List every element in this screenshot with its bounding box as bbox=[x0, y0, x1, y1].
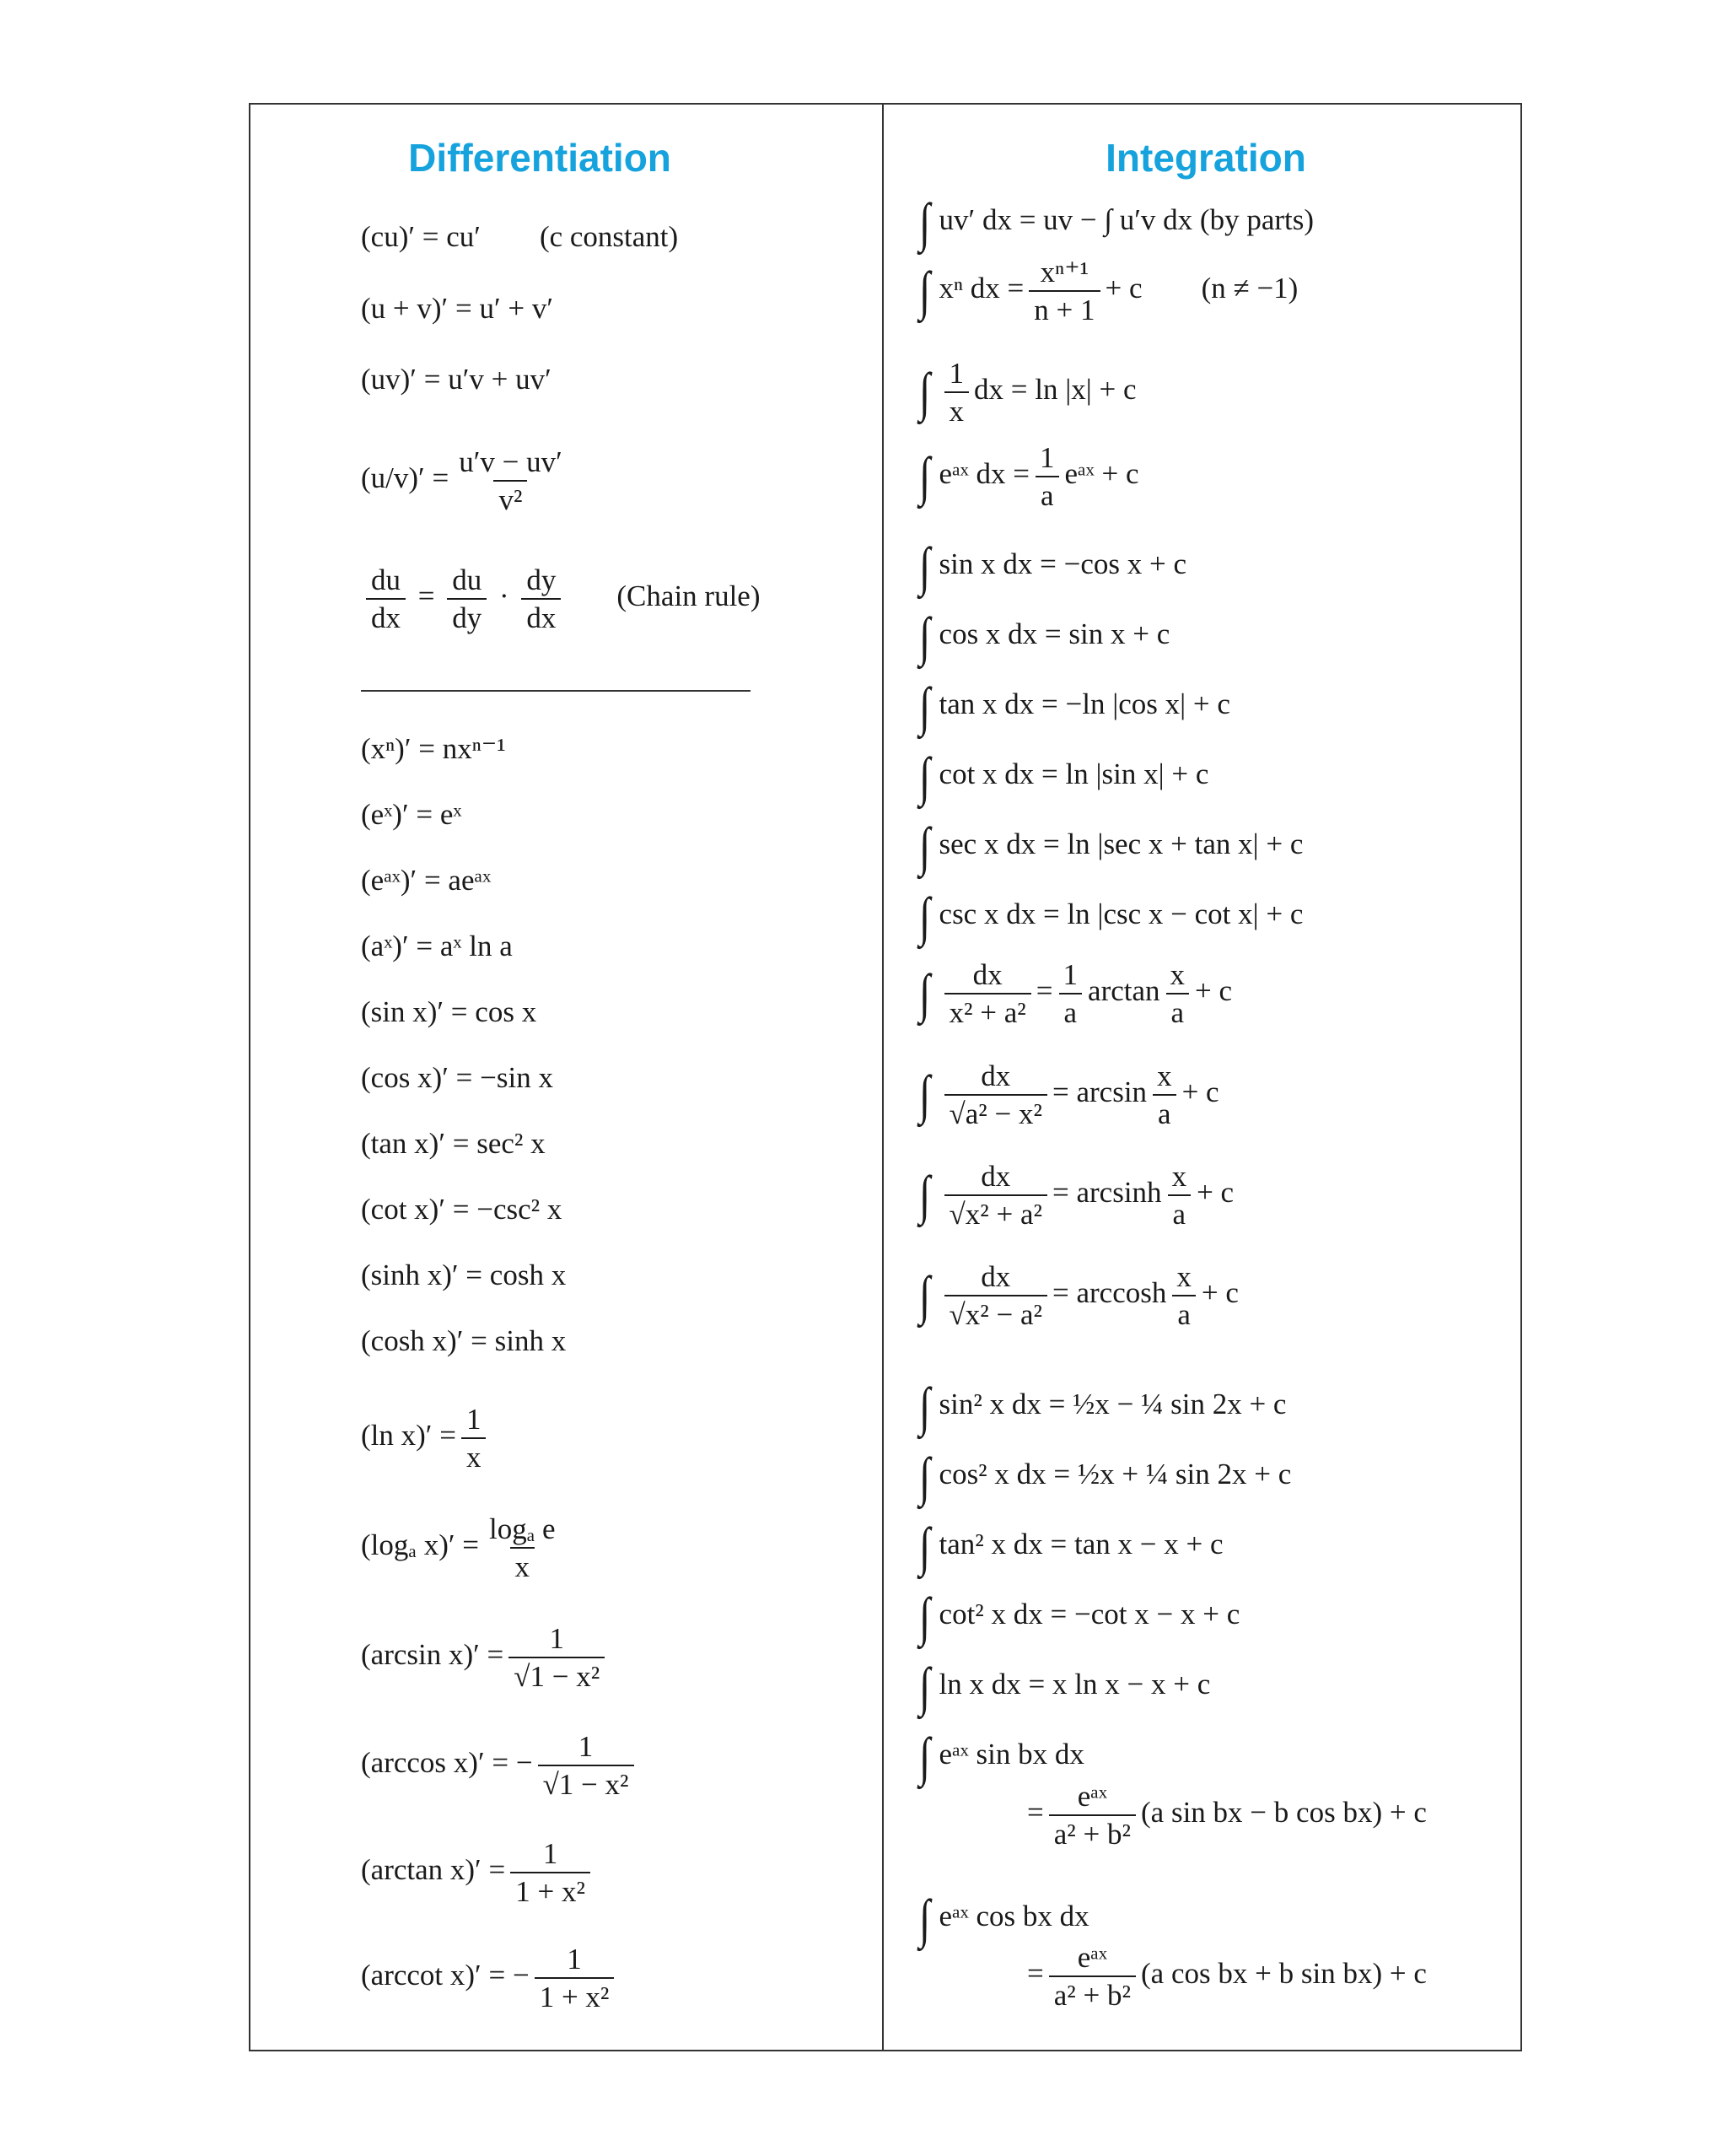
integral-exp: ∫ eᵃˣ dx = $\frac{1}{a}$ eᵃˣ + c bbox=[919, 441, 1139, 512]
integral-cos: ∫ cos x dx = sin x + c bbox=[919, 606, 1170, 666]
integral-exp-cos-result: = $\frac{\text{eᵃˣ}}{\text{a² + b²}}$ (a cos bx + b sin bx) + c bbox=[1027, 1941, 1427, 2012]
integral-sin-squared: ∫ sin² x dx = ½x − ¼ sin 2x + c bbox=[919, 1377, 1287, 1436]
integral-tan-squared: ∫ tan² x dx = tan x − x + c bbox=[919, 1517, 1224, 1577]
integral-arcsin: ∫ $\frac{dx}{\text{√a² − x²}}$ = arcsin $\frac{x}{a}$ + c bbox=[919, 1059, 1219, 1130]
deriv-exp-ax: (eᵃˣ)′ = aeᵃˣ bbox=[361, 864, 492, 897]
deriv-cos: (cos x)′ = −sin x bbox=[361, 1061, 553, 1094]
integral-cos-squared: ∫ cos² x dx = ½x + ¼ sin 2x + c bbox=[919, 1447, 1292, 1507]
deriv-log-a: (logₐ x)′ = $\frac{\text{logₐ e}}{x}$ bbox=[361, 1512, 556, 1583]
deriv-arcsin: (arcsin x)′ = $\frac{1}{\text{√1 − x²}}$ bbox=[361, 1624, 610, 1691]
integral-by-parts: ∫ uv′ dx = uv − ∫ u′v dx (by parts) bbox=[919, 192, 1315, 252]
integral-arctan: ∫ $\frac{dx}{\text{x² + a²}}$ = $\frac{1}{a}$ arctan $\frac{x}{a}$ + c bbox=[919, 958, 1233, 1029]
deriv-a-pow-x: (aˣ)′ = aˣ ln a bbox=[361, 930, 513, 962]
integral-exp-sin-result: = $\frac{\text{eᵃˣ}}{\text{a² + b²}}$ (a sin bx − b cos bx) + c bbox=[1027, 1780, 1427, 1851]
differentiation-heading: Differentiation bbox=[408, 136, 671, 180]
rule-quotient: (u/v)′ = $\frac{u'v - uv'}{\text{v²}}$ bbox=[361, 445, 562, 516]
integral-cot: ∫ cot x dx = ln |sin x| + c bbox=[919, 747, 1209, 806]
deriv-sinh: (sinh x)′ = cosh x bbox=[361, 1259, 567, 1291]
rule-product: (uv)′ = u′v + uv′ bbox=[361, 363, 551, 396]
rule-sum: (u + v)′ = u′ + v′ bbox=[361, 292, 553, 325]
integral-exp-cos: ∫ eᵃˣ cos bx dx bbox=[919, 1889, 1089, 1948]
deriv-cosh: (cosh x)′ = sinh x bbox=[361, 1324, 567, 1357]
deriv-exp: (eˣ)′ = eˣ bbox=[361, 798, 462, 831]
integral-reciprocal: ∫ $\frac{1}{x}$ dx = ln |x| + c bbox=[919, 357, 1137, 428]
integral-sin: ∫ sin x dx = −cos x + c bbox=[919, 536, 1187, 596]
integral-tan: ∫ tan x dx = −ln |cos x| + c bbox=[919, 676, 1230, 736]
integral-cot-squared: ∫ cot² x dx = −cot x − x + c bbox=[919, 1587, 1240, 1647]
rule-constant-multiple: (cu)′ = cu′ (c constant) bbox=[361, 220, 679, 253]
integral-ln: ∫ ln x dx = x ln x − x + c bbox=[919, 1657, 1211, 1717]
column-divider bbox=[882, 103, 884, 2051]
rule-chain: $\frac{du}{dx}$ = $\frac{du}{dy}$ · $\frac{dy}{dx}$ (Chain rule) bbox=[361, 565, 760, 633]
deriv-arccot: (arccot x)′ = − $\frac{1}{\text{1 + x²}}$ bbox=[361, 1944, 619, 2012]
integral-arccosh: ∫ $\frac{dx}{\text{√x² − a²}}$ = arccosh $\frac{x}{a}$ + c bbox=[919, 1260, 1239, 1331]
integral-sec: ∫ sec x dx = ln |sec x + tan x| + c bbox=[919, 817, 1304, 876]
integral-power: ∫ xⁿ dx = $\frac{\text{xⁿ⁺¹}}{n + 1}$ + c (n ≠ −1) bbox=[919, 256, 1299, 326]
deriv-sin: (sin x)′ = cos x bbox=[361, 995, 537, 1028]
integral-csc: ∫ csc x dx = ln |csc x − cot x| + c bbox=[919, 887, 1304, 946]
integral-exp-sin: ∫ eᵃˣ sin bx dx bbox=[919, 1727, 1084, 1787]
section-rule bbox=[361, 690, 751, 692]
deriv-tan: (tan x)′ = sec² x bbox=[361, 1127, 546, 1160]
integral-arcsinh: ∫ $\frac{dx}{\text{√x² + a²}}$ = arcsinh $\frac{x}{a}$ + c bbox=[919, 1160, 1235, 1231]
integration-heading: Integration bbox=[1106, 136, 1306, 180]
deriv-power: (xⁿ)′ = nxⁿ⁻¹ bbox=[361, 732, 506, 765]
deriv-arctan: (arctan x)′ = $\frac{1}{\text{1 + x²}}$ bbox=[361, 1839, 595, 1906]
deriv-arccos: (arccos x)′ = − $\frac{1}{\text{√1 − x²}}$ bbox=[361, 1732, 639, 1799]
deriv-cot: (cot x)′ = −csc² x bbox=[361, 1193, 562, 1226]
deriv-ln: (ln x)′ = $\frac{1}{x}$ bbox=[361, 1404, 491, 1472]
